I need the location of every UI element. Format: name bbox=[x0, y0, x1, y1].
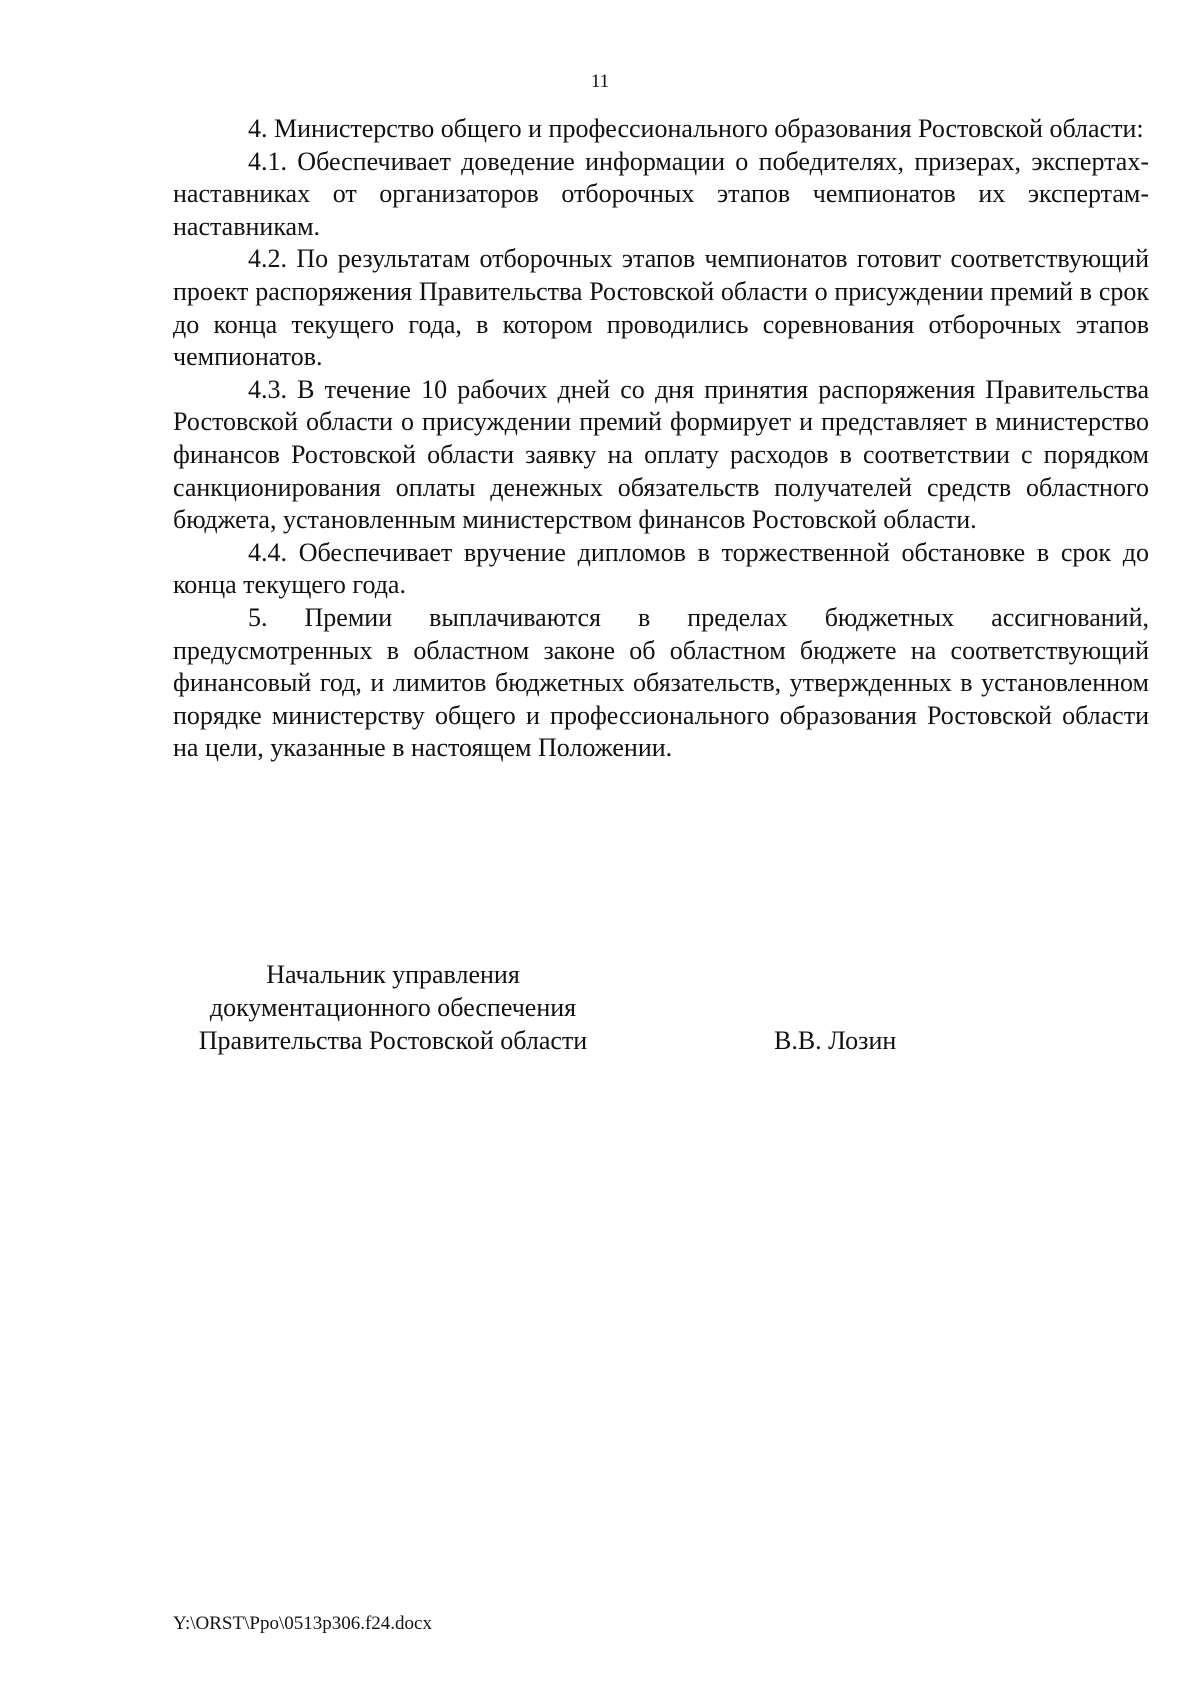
page-number: 11 bbox=[590, 71, 610, 92]
paragraph-4-3: 4.3. В течение 10 рабочих дней со дня принятия распоряжения Правительства Ростовской области о присуждении премий формирует и представляет в министерство финансов Ростовской области заявку на оплату расходов в соответствии с порядком санкционирования оплаты денежных обязательств получателей средств областного бюджета, установленным министерством финансов Ростовской области. bbox=[173, 374, 1149, 535]
signatory-position bbox=[173, 958, 613, 1057]
signatory-position-line: документационного обеспечения bbox=[209, 993, 577, 1022]
paragraph-4-2: 4.2. По результатам отборочных этапов чемпионатов готовит соответствующий проект распоряжения Правительства Ростовской области о присуждении премий в срок до конца текущего года, в котором проводились соревнования отборочных этапов чемпионатов. bbox=[173, 244, 1149, 372]
signatory-position-line: Начальник управления bbox=[266, 960, 520, 989]
document-body bbox=[173, 113, 1149, 765]
signature-block bbox=[173, 958, 933, 1068]
paragraph-4: 4. Министерство общего и профессионального образования Ростовской области: bbox=[248, 114, 1144, 143]
signatory-position-line: Правительства Ростовской области bbox=[198, 1026, 588, 1055]
paragraph-4-1: 4.1. Обеспечивает доведение информации о победителях, призерах, экспертах-наставниках от организаторов отборочных этапов чемпионатов их экспертам-наставникам. bbox=[173, 146, 1149, 241]
paragraph-5: 5. Премии выплачиваются в пределах бюджетных ассигнований, предусмотренных в областном законе об областном бюджете на соответствующий финансовый год, и лимитов бюджетных обязательств, утвержденных в установленном порядке министерству общего и профессионального образования Ростовской области на цели, указанные в настоящем Положении. bbox=[173, 602, 1149, 763]
signatory-name: В.В. Лозин bbox=[774, 1026, 897, 1055]
paragraph-4-4: 4.4. Обеспечивает вручение дипломов в торжественной обстановке в срок до конца текущего года. bbox=[173, 537, 1149, 600]
footer-file-path: Y:\ORST\Ppo\0513p306.f24.docx bbox=[173, 1613, 432, 1634]
